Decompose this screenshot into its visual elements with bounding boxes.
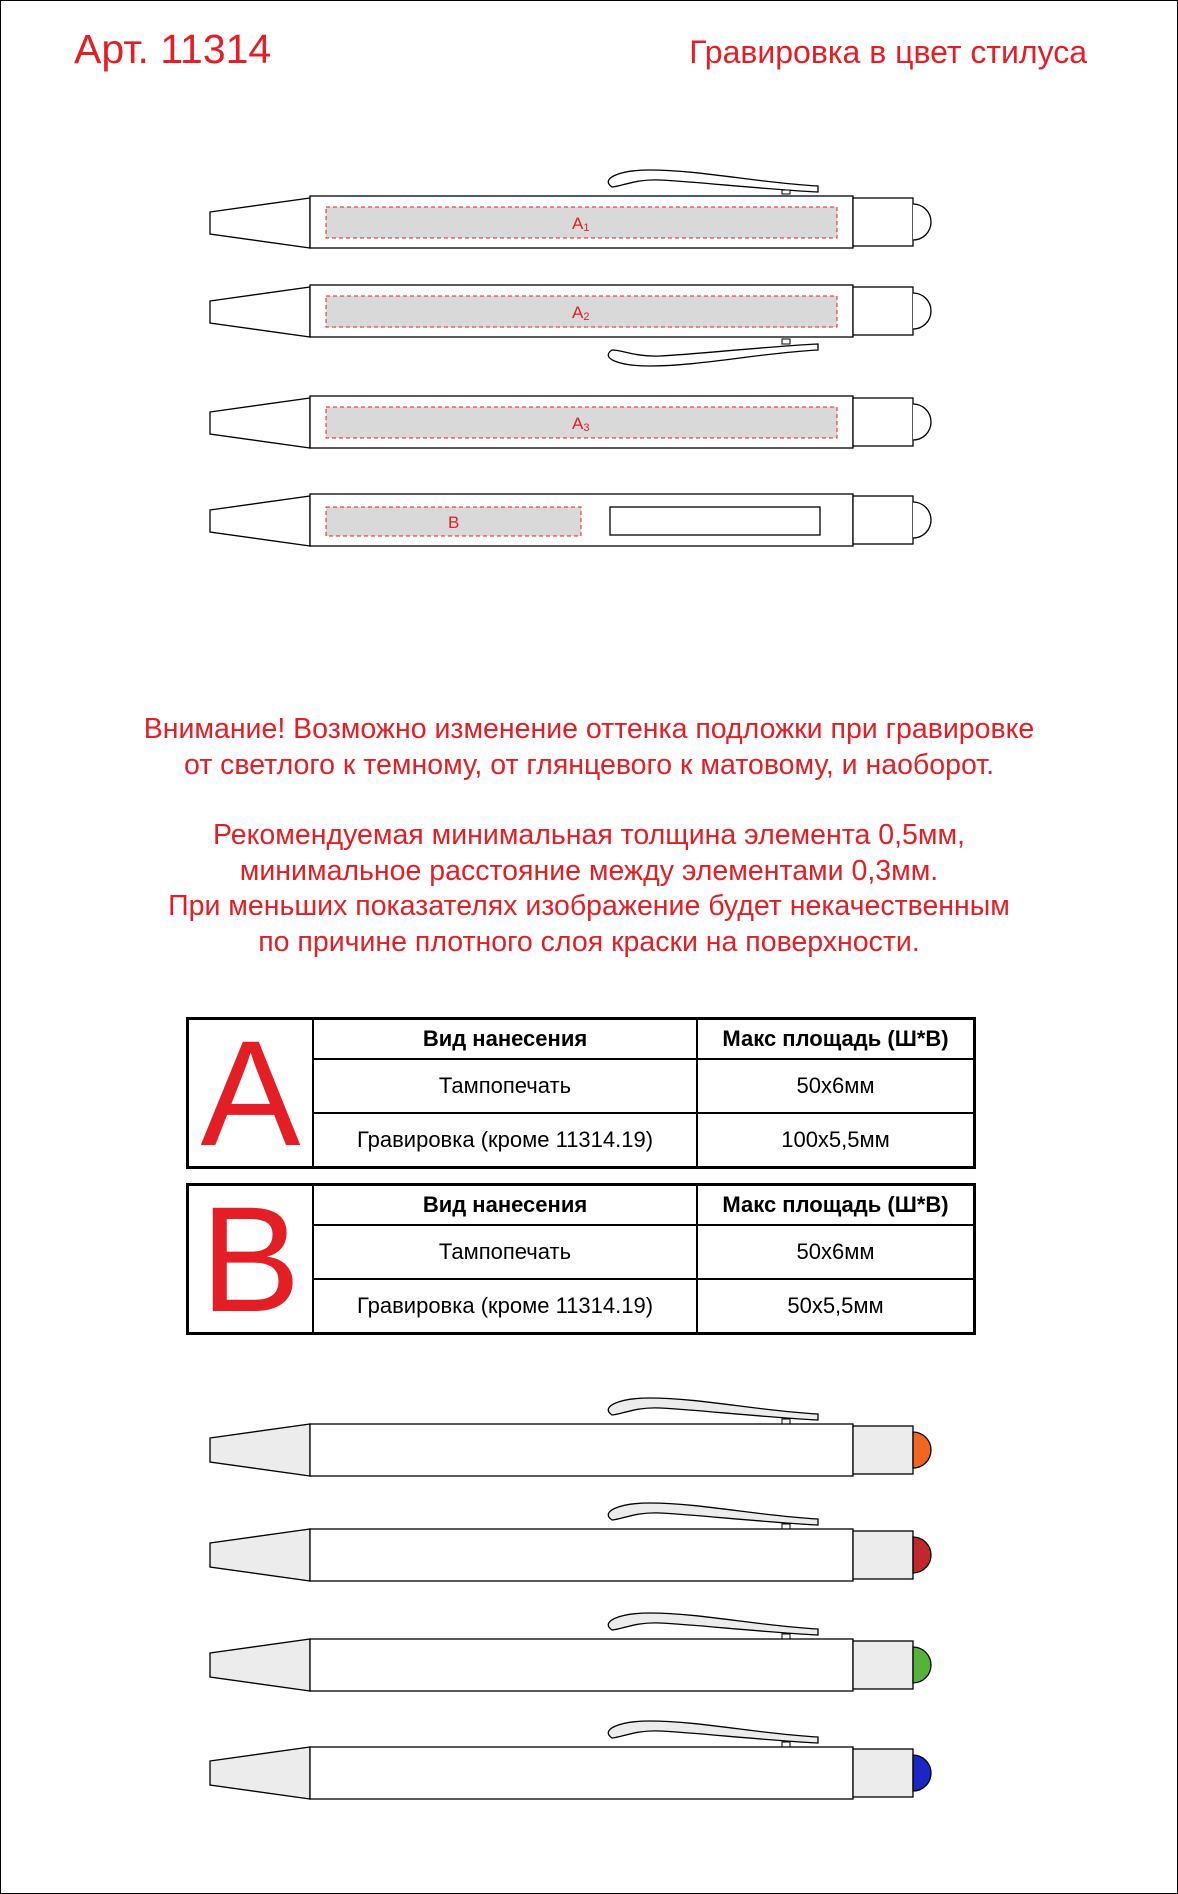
clip-window	[610, 507, 820, 535]
clip-joint	[782, 1419, 790, 1424]
notice-line: Рекомендуемая минимальная толщина элемента 0,5мм,	[213, 819, 965, 851]
zone-label-b: B	[448, 513, 460, 532]
cell-method: Тампопечать	[313, 1059, 697, 1113]
pen-side-a3	[210, 396, 931, 448]
pen-cap	[853, 287, 913, 335]
pen-tip	[210, 198, 310, 248]
column-header-area: Макс площадь (Ш*В)	[697, 1185, 975, 1226]
pen-clip	[608, 344, 818, 366]
pen-tip	[210, 1747, 310, 1799]
stylus-tip	[913, 502, 931, 538]
pen-clip	[608, 1398, 818, 1420]
pen-clip	[608, 1721, 818, 1743]
zone-letter-b: B	[188, 1185, 314, 1334]
pen-clip	[608, 170, 818, 194]
pen-tip	[210, 496, 310, 546]
pen-cap	[853, 398, 913, 446]
pen-tip	[210, 1529, 310, 1581]
spec-table-b	[186, 1175, 976, 1343]
pen-color-variants-drawing	[0, 1380, 1178, 1820]
pen-tip	[210, 287, 310, 337]
column-header-method: Вид нанесения	[313, 1185, 697, 1226]
column-header-method: Вид нанесения	[313, 1019, 697, 1060]
pen-tip	[210, 1639, 310, 1691]
pen-clip	[608, 1503, 818, 1525]
zone-letter-a: A	[188, 1019, 314, 1168]
clip-joint	[782, 1634, 790, 1639]
pen-side-a1	[210, 170, 931, 248]
pen-body	[310, 1747, 853, 1799]
cell-method: Тампопечать	[313, 1225, 697, 1279]
spec-table-a	[186, 1009, 976, 1177]
notice-block	[0, 712, 1178, 960]
pen-cap	[853, 198, 913, 246]
pen-clip	[608, 1613, 818, 1635]
article-number: Арт. 11314	[74, 26, 272, 72]
stylus-tip-color-4	[913, 1755, 931, 1791]
pen-body	[310, 1639, 853, 1691]
notice-spacer	[0, 783, 1178, 818]
stylus-tip	[913, 404, 931, 440]
stylus-tip-color-1	[913, 1432, 931, 1468]
pen-cap	[853, 496, 913, 544]
cell-area: 50x6мм	[697, 1059, 975, 1113]
zone-label-a3: A3	[572, 414, 590, 434]
cell-area: 100x5,5мм	[697, 1113, 975, 1168]
pen-tip	[210, 398, 310, 448]
stylus-tip	[913, 204, 931, 240]
stylus-tip	[913, 293, 931, 329]
cell-method: Гравировка (кроме 11314.19)	[313, 1113, 697, 1168]
pen-tip	[210, 1424, 310, 1476]
zone-label-a1: A1	[572, 214, 590, 234]
clip-joint	[782, 339, 790, 344]
notice-line: Внимание! Возможно изменение оттенка подложки при гравировке	[143, 713, 1035, 745]
cell-area: 50x6мм	[697, 1225, 975, 1279]
cell-area: 50x5,5мм	[697, 1279, 975, 1334]
pen-body	[310, 1424, 853, 1476]
clip-joint	[782, 1524, 790, 1529]
column-header-area: Макс площадь (Ш*В)	[697, 1019, 975, 1060]
notice-line: минимальное расстояние между элементами 0,3мм.	[239, 854, 939, 887]
pen-cap	[853, 1641, 913, 1689]
notice-line: от светлого к темному, от глянцевого к матовому, и наоборот.	[183, 748, 994, 781]
print-method-title: Гравировка в цвет стилуса	[689, 34, 1087, 70]
clip-joint	[782, 1742, 790, 1747]
notice-line: по причине плотного слоя краски на поверхности.	[258, 925, 920, 958]
pen-cap	[853, 1426, 913, 1474]
pen-side-a2	[210, 285, 931, 366]
pen-cap	[853, 1749, 913, 1797]
stylus-tip-color-2	[913, 1537, 931, 1573]
pen-side-b	[210, 494, 931, 546]
zone-label-a2: A2	[572, 303, 590, 323]
pen-cap	[853, 1531, 913, 1579]
cell-method: Гравировка (кроме 11314.19)	[313, 1279, 697, 1334]
pen-body	[310, 1529, 853, 1581]
stylus-tip-color-3	[913, 1647, 931, 1683]
notice-line: При меньших показателях изображение будет некачественным	[168, 890, 1010, 922]
pen-print-zones-drawing	[0, 160, 1178, 560]
